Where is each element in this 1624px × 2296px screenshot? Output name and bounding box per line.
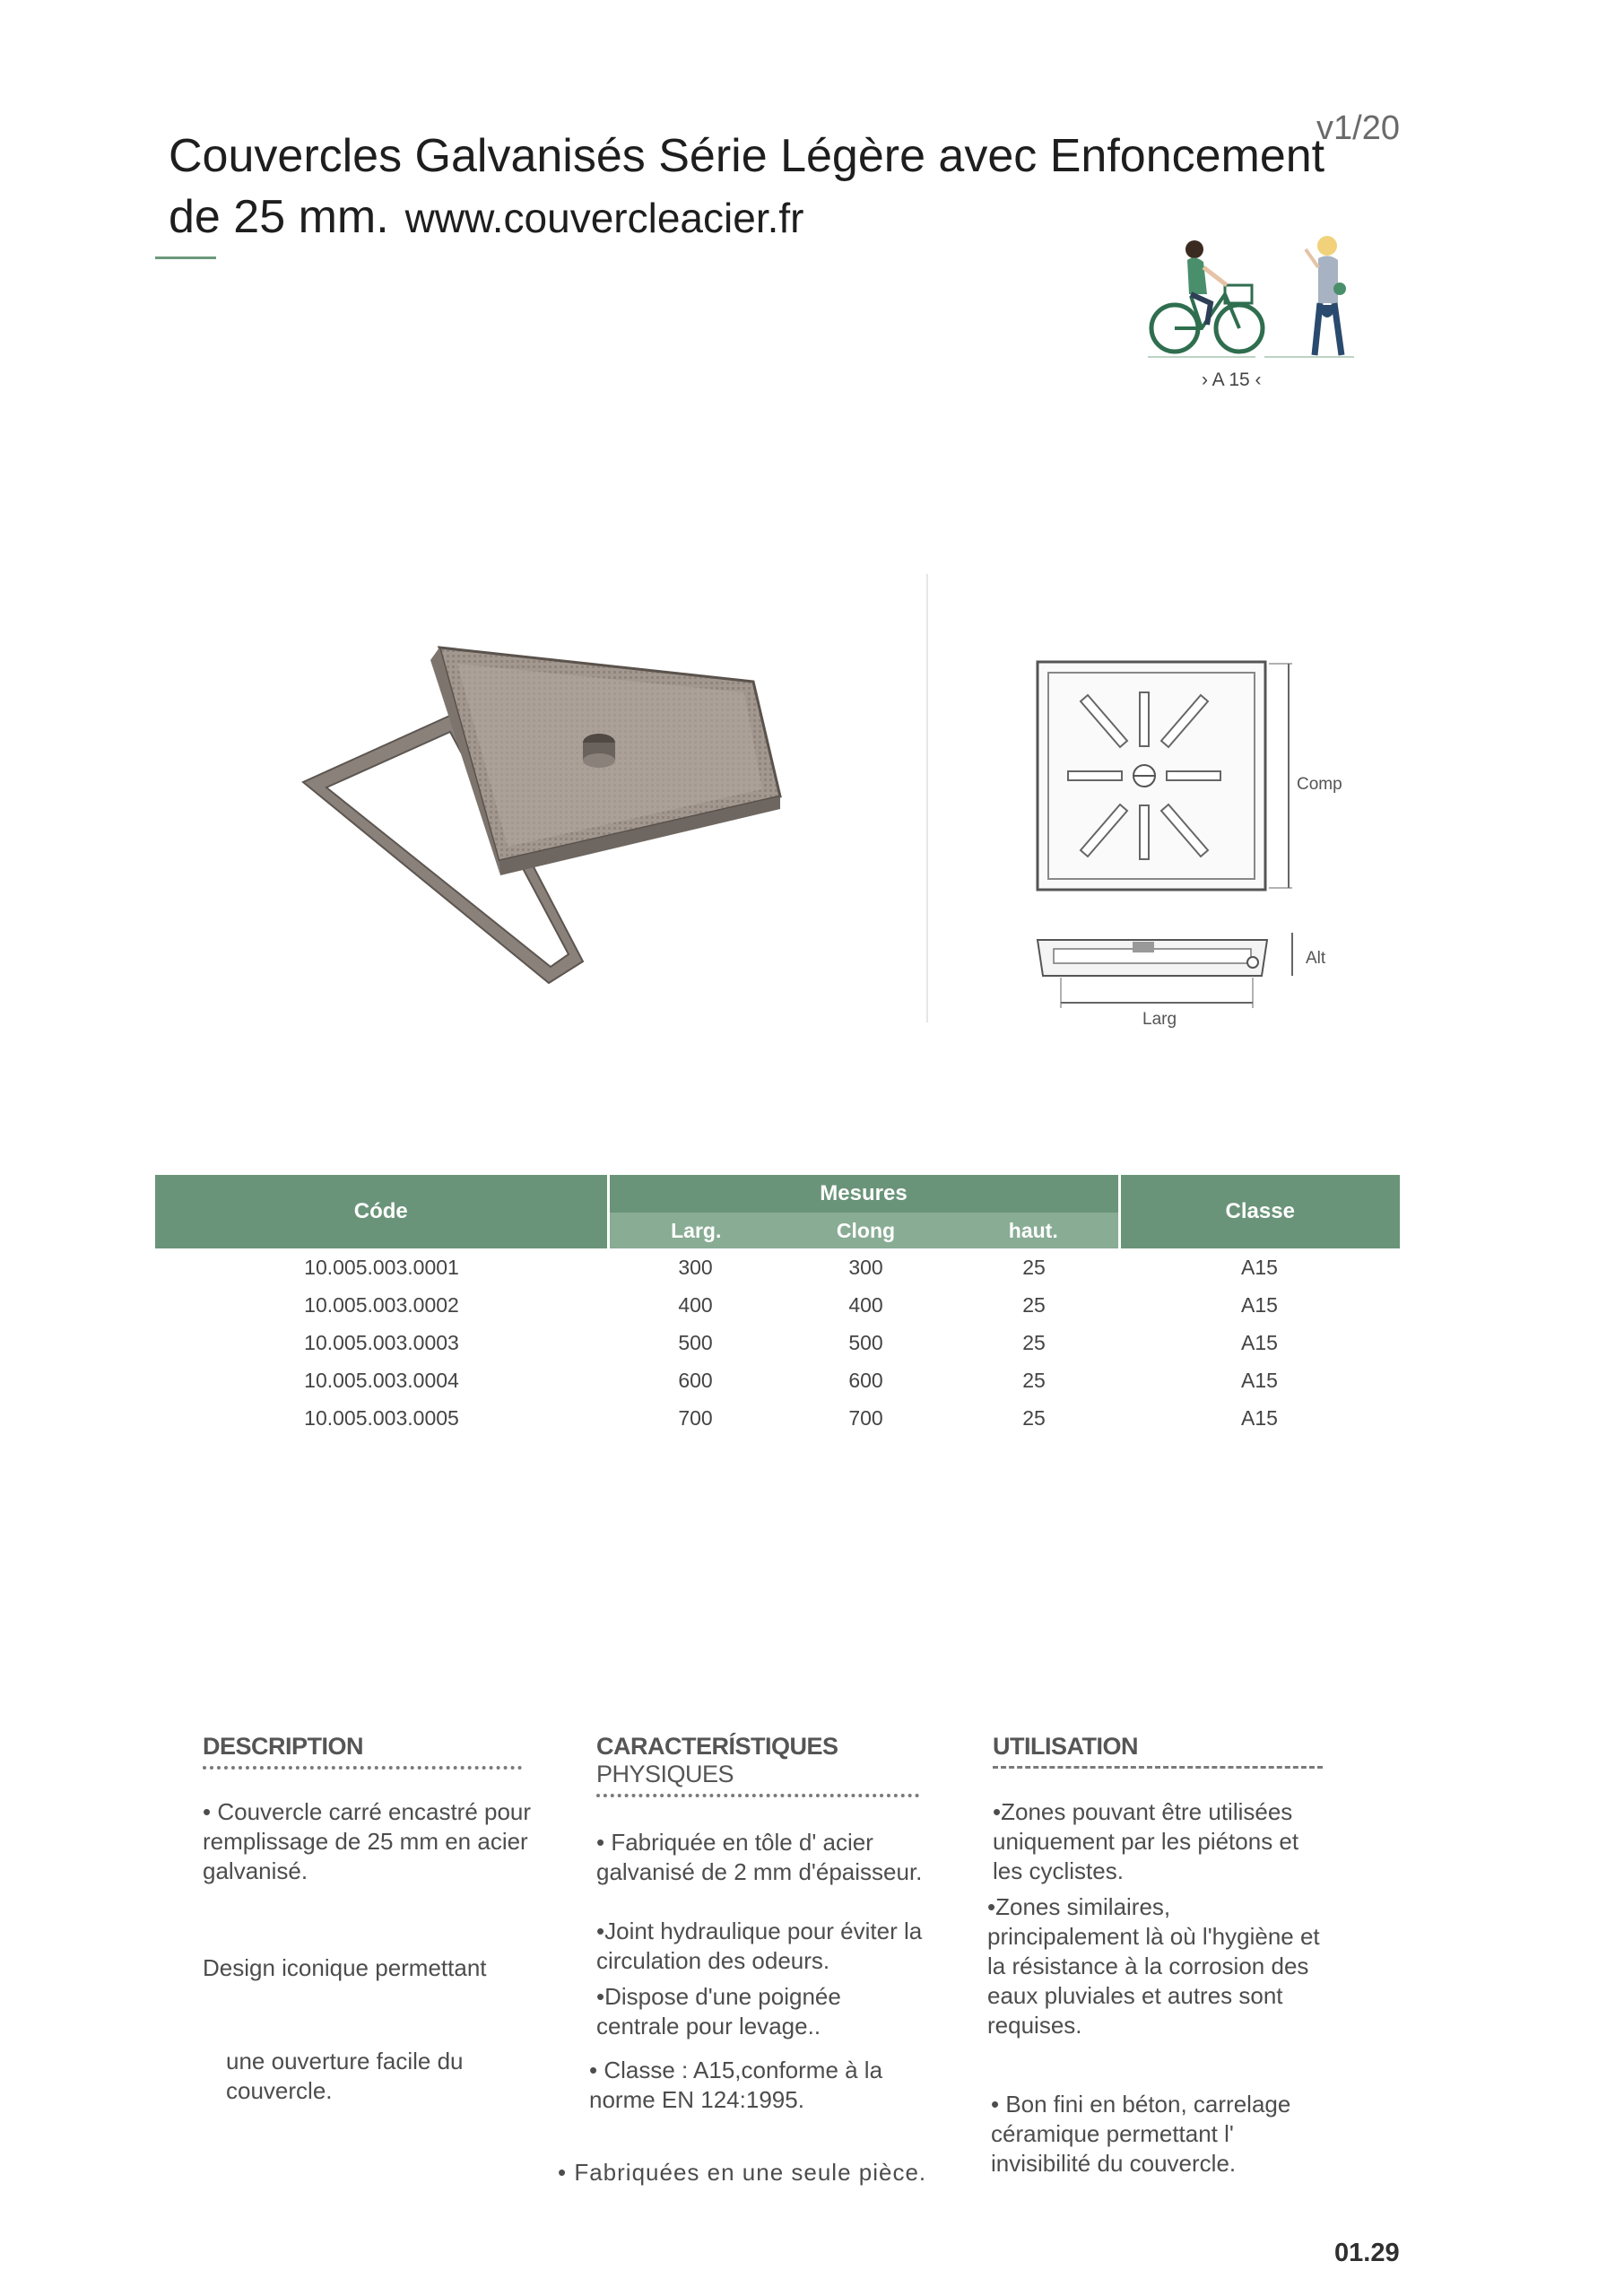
description-text-1: • Couvercle carré encastré pour remplissage de 25 mm en acier galvanisé.	[203, 1798, 532, 1884]
length-cell: 400	[848, 1292, 883, 1317]
load-class-badge: › A 15 ‹	[1202, 370, 1262, 390]
width-cell: 700	[678, 1405, 713, 1430]
usage-text-1: •Zones pouvant être utilisées uniquement par les piétons et les cyclistes.	[993, 1798, 1299, 1884]
usage-heading: UTILISATION	[993, 1733, 1138, 1760]
characteristics-section	[596, 1733, 937, 1797]
pedestrian-cyclist-illustration	[1139, 231, 1372, 366]
heading-underline	[203, 1766, 522, 1770]
characteristics-subheading: PHYSIQUES	[596, 1761, 734, 1787]
classe-header: Classe	[1119, 1175, 1400, 1248]
characteristics-text-5: • Fabriquées en une seule pièce.	[558, 2159, 927, 2186]
description-text-3: une ouverture facile du couvercle.	[226, 2048, 464, 2104]
usage-section	[993, 1733, 1333, 1769]
page-title	[169, 126, 1424, 248]
usage-text-2: •Zones similaires, principalement là où l'hygiène et la résistance à la corrosion des eaux pluviales et autres sont requises.	[987, 1893, 1320, 2039]
width-cell: 500	[678, 1330, 713, 1354]
description-text-2: Design iconique permettant	[203, 1954, 487, 1981]
table-row	[155, 1286, 1400, 1324]
larg-dimension-label: Larg	[1142, 1010, 1177, 1029]
table-row	[155, 1361, 1400, 1399]
measures-header: Mesures	[608, 1175, 1119, 1213]
description-section	[203, 1733, 543, 1770]
height-header: haut.	[949, 1213, 1119, 1248]
code-cell: 10.005.003.0001	[304, 1255, 459, 1279]
length-cell: 700	[848, 1405, 883, 1430]
height-cell: 25	[1022, 1368, 1046, 1392]
characteristics-text-4: • Classe : A15,conforme à la norme EN 124:1995.	[589, 2057, 883, 2113]
width-cell: 600	[678, 1368, 713, 1392]
characteristics-text-1: • Fabriquée en tôle d' acier galvanisé de 2 mm d'épaisseur.	[596, 1829, 923, 1885]
height-cell: 25	[1022, 1405, 1046, 1430]
length-cell: 600	[848, 1368, 883, 1392]
characteristics-heading: CARACTERÍSTIQUES	[596, 1733, 838, 1760]
website-link[interactable]: www.couvercleacier.fr	[404, 195, 804, 241]
alt-dimension-label: Alt	[1306, 949, 1326, 968]
table-row	[155, 1248, 1400, 1286]
length-cell: 300	[848, 1255, 883, 1279]
length-header: Clong	[783, 1213, 949, 1248]
title-line-1: Couvercles Galvanisés Série Légère avec Enfoncement	[169, 130, 1325, 182]
height-cell: 25	[1022, 1292, 1046, 1317]
accent-rule	[155, 257, 216, 259]
classe-cell: A15	[1241, 1368, 1278, 1392]
classe-cell: A15	[1241, 1292, 1278, 1317]
page-number: 01.29	[1334, 2239, 1400, 2267]
divider-line	[926, 574, 928, 1022]
code-cell: 10.005.003.0005	[304, 1405, 459, 1430]
usage-text-3: • Bon fini en béton, carrelage céramique permettant l' invisibilité du couvercle.	[991, 2091, 1291, 2177]
spec-table	[155, 1175, 1400, 1437]
classe-cell: A15	[1241, 1405, 1278, 1430]
code-cell: 10.005.003.0002	[304, 1292, 459, 1317]
code-cell: 10.005.003.0003	[304, 1330, 459, 1354]
technical-drawing	[1027, 653, 1296, 1048]
height-cell: 25	[1022, 1330, 1046, 1354]
characteristics-text-2: •Joint hydraulique pour éviter la circulation des odeurs.	[596, 1918, 923, 1974]
product-photo	[296, 628, 798, 1004]
code-cell: 10.005.003.0004	[304, 1368, 459, 1392]
characteristics-text-3: •Dispose d'une poignée centrale pour levage..	[596, 1983, 841, 2039]
heading-underline	[993, 1766, 1323, 1769]
classe-cell: A15	[1241, 1330, 1278, 1354]
comp-dimension-label: Comp	[1297, 775, 1342, 794]
width-header: Larg.	[608, 1213, 783, 1248]
length-cell: 500	[848, 1330, 883, 1354]
title-line-2: de 25 mm.	[169, 191, 389, 243]
table-row	[155, 1324, 1400, 1361]
code-header: Códe	[155, 1175, 608, 1248]
description-heading: DESCRIPTION	[203, 1733, 364, 1760]
version-label: v1/20	[1316, 109, 1400, 147]
height-cell: 25	[1022, 1255, 1046, 1279]
classe-cell: A15	[1241, 1255, 1278, 1279]
heading-underline	[596, 1794, 919, 1797]
table-row	[155, 1399, 1400, 1437]
width-cell: 400	[678, 1292, 713, 1317]
width-cell: 300	[678, 1255, 713, 1279]
